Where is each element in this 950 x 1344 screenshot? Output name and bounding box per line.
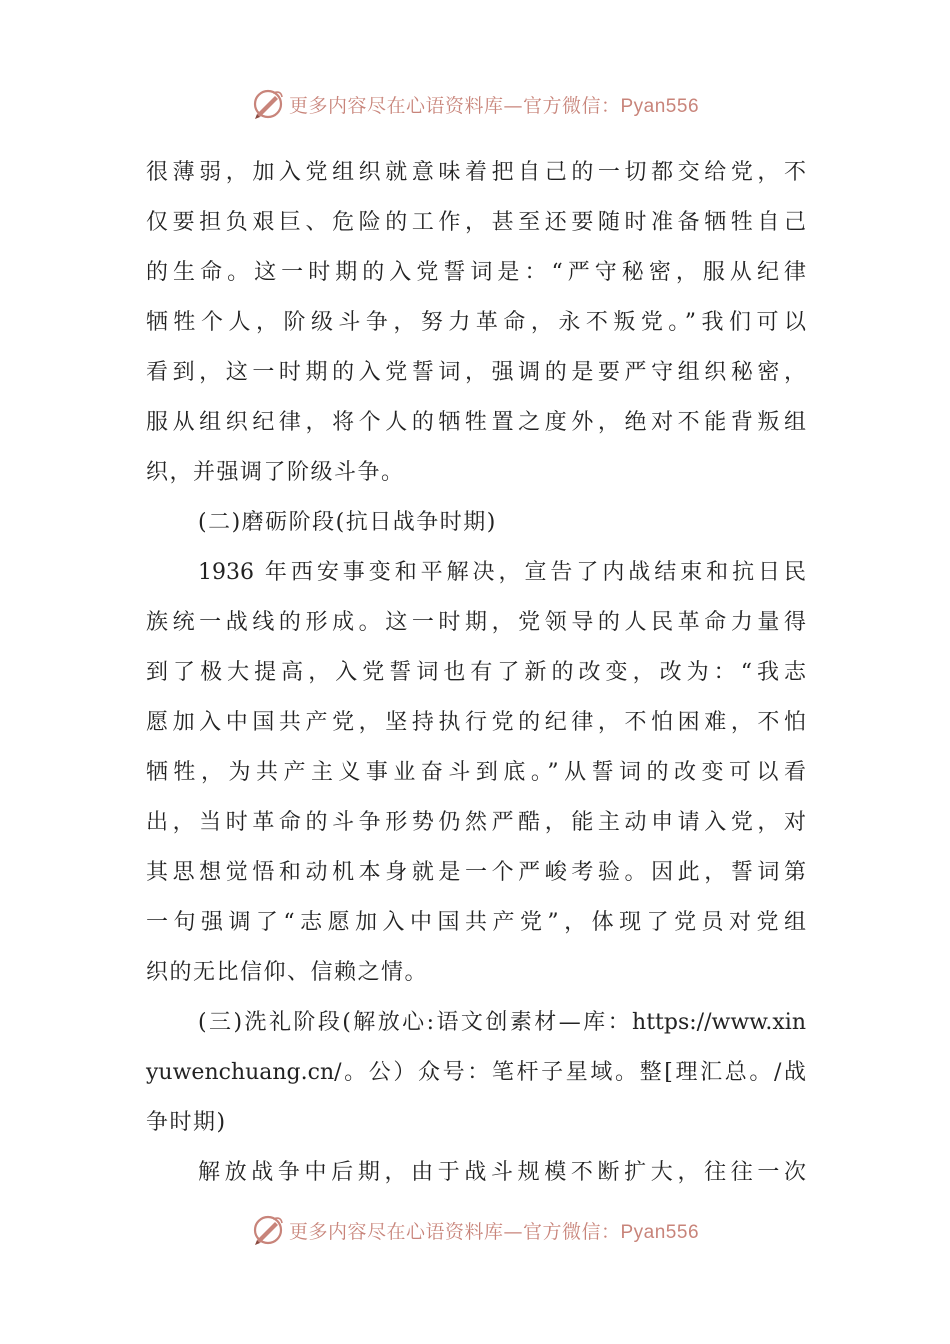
body-line: 1936 年西安事变和平解决，宣告了内战结束和抗日民 (198, 560, 806, 585)
pen-in-circle-icon (251, 87, 285, 121)
watermark-header (0, 84, 950, 124)
body-line: 一句强调了“志愿加入中国共产党”，体现了党员对党组 (146, 910, 806, 935)
watermark-brand-text: 更多内容尽在心语资料库—官方微信： (288, 1220, 621, 1243)
body-line: 解放战争中后期，由于战斗规模不断扩大，往往一次 (198, 1160, 806, 1185)
body-line: 看到，这一时期的入党誓词，强调的是要严守组织秘密， (146, 360, 806, 385)
body-line: 其思想觉悟和动机本身就是一个严峻考验。因此，誓词第 (146, 860, 806, 885)
body-line: 织，并强调了阶级斗争。 (146, 460, 405, 485)
section-heading: (三)洗礼阶段(解放心:语文创素材—库：https://www.xin (198, 1010, 806, 1035)
watermark-wechat-id: Pyan556 (620, 95, 700, 117)
body-line: 争时期) (146, 1110, 227, 1135)
body-line: 族统一战线的形成。这一时期，党领导的人民革命力量得 (146, 610, 806, 635)
body-line: 出，当时革命的斗争形势仍然严酷，能主动申请入党，对 (146, 810, 806, 835)
body-line: 服从组织纪律，将个人的牺牲置之度外，绝对不能背叛组 (146, 410, 806, 435)
body-line: 愿加入中国共产党，坚持执行党的纪律，不怕困难，不怕 (146, 710, 806, 735)
body-line: 牺牲个人，阶级斗争，努力革命，永不叛党。”我们可以 (146, 310, 806, 335)
watermark-footer (0, 1210, 950, 1250)
watermark-brand-text: 更多内容尽在心语资料库—官方微信： (288, 94, 621, 117)
watermark-wechat-id: Pyan556 (620, 1221, 700, 1243)
section-heading: (二)磨砺阶段(抗日战争时期) (198, 510, 497, 535)
body-line: 的生命。这一时期的入党誓词是：“严守秘密，服从纪律 (146, 260, 806, 285)
document-body (146, 148, 806, 1198)
body-line: 很薄弱，加入党组织就意味着把自己的一切都交给党，不 (146, 160, 806, 185)
body-line: 织的无比信仰、信赖之情。 (146, 960, 429, 985)
body-line: 到了极大提高，入党誓词也有了新的改变，改为：“我志 (146, 660, 806, 685)
body-line: 仅要担负艰巨、危险的工作，甚至还要随时准备牺牲自己 (146, 210, 806, 235)
body-line: yuwenchuang.cn/。公）众号：笔杆子星域。整[理汇总。/战 (146, 1060, 806, 1085)
pen-in-circle-icon (251, 1213, 285, 1247)
body-line: 牺牲，为共产主义事业奋斗到底。”从誓词的改变可以看 (146, 760, 806, 785)
